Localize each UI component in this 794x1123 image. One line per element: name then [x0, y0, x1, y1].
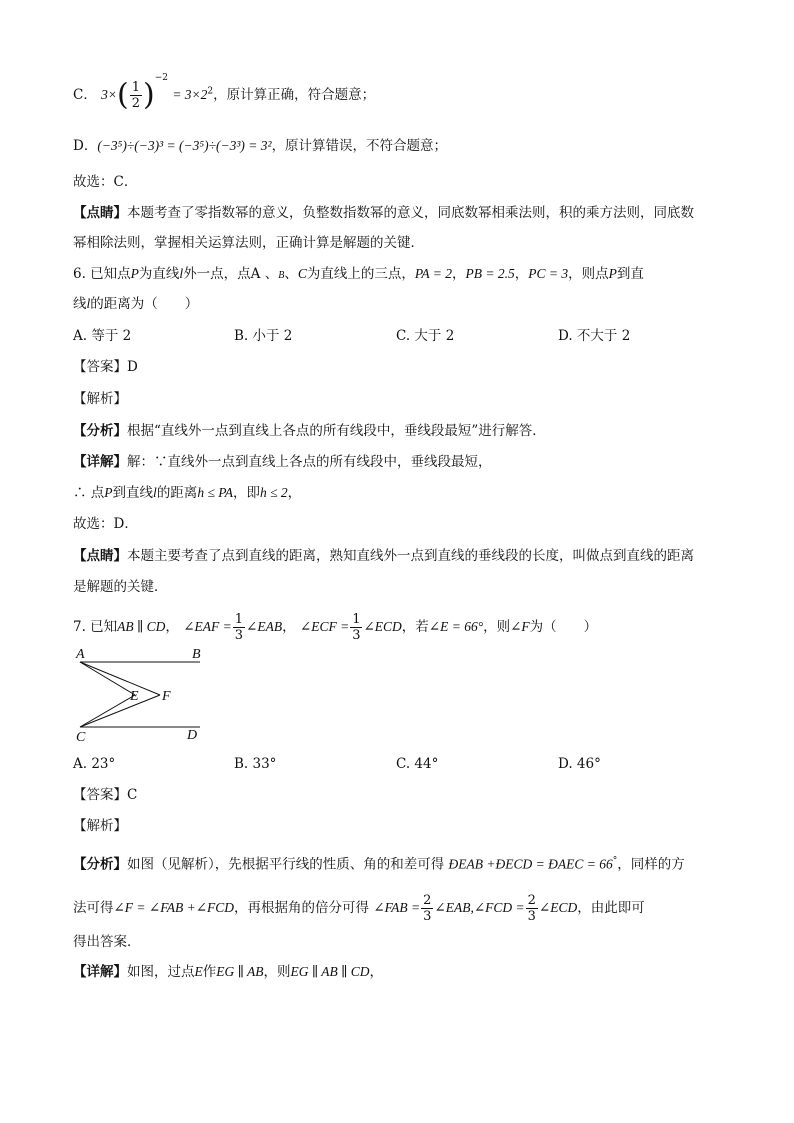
expr: ∠ECD — [363, 619, 402, 634]
q6-choose: 故选：D． — [73, 516, 138, 532]
q6-note-2: 是解题的关键． — [73, 579, 168, 595]
segment-ce — [80, 695, 135, 727]
text: 本题主要考查了点到直线的距离，熟知直线外一点到直线的垂线段的长度，叫做点到直线的距离 — [127, 548, 694, 564]
t: 的距离 — [156, 485, 198, 501]
denominator: 3 — [423, 909, 432, 924]
paren-open: ( — [117, 77, 129, 113]
t: ，则 — [263, 964, 291, 980]
t: ，则 — [483, 619, 511, 635]
tag: 【分析】 — [73, 856, 127, 873]
expr: PC = 3 — [528, 266, 569, 281]
fraction — [233, 612, 245, 643]
t: ，由此即可 — [577, 900, 645, 916]
t: 为（ ） — [529, 619, 598, 635]
t: 到直线 — [112, 485, 154, 501]
fraction — [350, 612, 362, 643]
note-text: 本题考查了零指数幂的意义，负整数指数幂的意义，同底数幂相乘法则，积的乘方法则，同底数 — [127, 205, 694, 221]
expr: ∠ECD — [538, 900, 578, 915]
q6-answer: 【答案】D — [73, 359, 138, 375]
var: E — [194, 964, 203, 979]
var: l — [86, 296, 91, 311]
q7-option-c: C. 44° — [396, 756, 439, 772]
expr: ∠EAB — [246, 619, 283, 634]
option-d-line — [73, 136, 447, 156]
q7-option-a: A. 23° — [73, 756, 116, 772]
t: ∴ 点 — [73, 485, 105, 501]
tag: 【详解】 — [73, 964, 127, 980]
q7-xiangjie — [73, 962, 383, 982]
var: C — [297, 266, 307, 281]
t: 如图（见解析），先根据平行线的性质、角的和差可得 — [127, 856, 445, 873]
note-line-2: 幂相除法则，掌握相关运算法则，正确计算是解题的关键． — [73, 235, 424, 251]
note-tag: 【点睛】 — [73, 205, 127, 221]
fraction — [421, 893, 433, 924]
var: P — [608, 266, 617, 281]
label-d: D — [187, 728, 198, 742]
degree: ° — [612, 856, 618, 866]
q6-option-a: A. 等于 2 — [73, 328, 132, 344]
expr-rhs: = 3×2 — [172, 87, 208, 102]
tag: 【点睛】 — [73, 548, 127, 564]
q7-option-b: B. 33° — [234, 756, 277, 772]
tag: 【详解】 — [73, 454, 127, 470]
tag: 【分析】 — [73, 423, 127, 439]
exponent: −2 — [154, 72, 169, 83]
t: 7. 已知 — [73, 619, 118, 635]
t: ， — [282, 619, 296, 635]
expr: EG ∥ AB — [216, 964, 264, 979]
segment-af — [80, 662, 160, 695]
q6-fenxi — [73, 421, 546, 441]
var: l — [179, 266, 184, 281]
text: 根据“直线外一点到直线上各点的所有线段中，垂线段最短”进行解答． — [127, 423, 546, 439]
var: l — [153, 485, 157, 500]
var: P — [104, 485, 113, 500]
expr: (−3⁵)÷(−3)³ = (−3⁵)÷(−3³) = 3² — [97, 138, 272, 153]
q7-fenxi-1 — [73, 851, 685, 875]
t: 到直 — [616, 266, 644, 282]
fraction — [130, 80, 142, 111]
q7-analysis-heading: 【解析】 — [73, 818, 127, 834]
q6-xiangjie — [73, 452, 492, 472]
q6-option-c: C. 大于 2 — [396, 328, 455, 344]
expr: ∠E = 66° — [428, 619, 484, 634]
t: 为直线 — [138, 266, 180, 282]
denominator: 3 — [527, 909, 536, 924]
numerator: 1 — [234, 612, 244, 627]
t: 法可得 — [73, 900, 114, 916]
expr: ∠ECF = — [299, 619, 350, 634]
expr: ∠EAF = — [183, 619, 232, 634]
denominator: 3 — [234, 628, 244, 643]
label: D． — [73, 138, 98, 154]
expr: h ≤ PA — [197, 485, 233, 500]
segment-cf — [80, 695, 160, 727]
label: C． — [73, 87, 97, 103]
t: ，则点 — [568, 266, 609, 282]
label-c: C — [76, 730, 86, 742]
q7-option-d: D. 46° — [558, 756, 601, 772]
t: ，即 — [232, 485, 260, 501]
var: P — [130, 266, 139, 281]
t: 的距离为（ ） — [90, 296, 199, 312]
numerator: 2 — [527, 893, 536, 908]
geometry-figure — [70, 642, 220, 742]
q6-option-b: B. 小于 2 — [234, 328, 293, 344]
t: ，再根据角的倍分可得 — [234, 900, 370, 916]
denominator: 3 — [352, 628, 361, 643]
option-c-line — [73, 72, 376, 113]
t: 为直线上的三点， — [306, 266, 415, 282]
denominator: 2 — [131, 96, 141, 111]
t: 线 — [73, 296, 87, 312]
label-b: B — [192, 647, 201, 662]
expr: AB ∥ CD — [117, 619, 166, 634]
expr: PA = 2 — [414, 266, 452, 281]
q6-note-1 — [73, 546, 694, 566]
numerator: 1 — [352, 612, 361, 627]
text: 解：∵直线外一点到直线上各点的所有线段中，垂线段最短， — [127, 454, 492, 470]
q7-fenxi-2 — [73, 893, 645, 924]
expr: ÐEAB +ÐECD = ÐAEC = 66 — [448, 856, 613, 872]
q6-analysis-heading: 【解析】 — [73, 391, 127, 407]
comment: ，原计算错误，不符合题意； — [271, 138, 448, 154]
q7-fenxi-3: 得出答案． — [73, 934, 141, 950]
var: B — [278, 270, 285, 281]
q6-line-1 — [73, 264, 644, 286]
expr: PB = 2.5 — [465, 266, 515, 281]
t: 6. 已知点 — [73, 266, 131, 282]
t: ， — [514, 266, 529, 282]
q7-answer: 【答案】C — [73, 787, 138, 803]
expr-base: 3× — [101, 87, 118, 102]
expr: h ≤ 2 — [259, 485, 288, 500]
label-f: F — [162, 689, 171, 704]
expr: ∠F = ∠FAB +∠FCD — [113, 900, 235, 915]
t: ，若 — [401, 619, 429, 635]
note-line-1 — [73, 203, 694, 223]
t: ， — [165, 619, 179, 635]
label-a: A — [76, 647, 85, 662]
numerator: 2 — [423, 893, 432, 908]
q6-option-d: D. 不大于 2 — [558, 328, 631, 344]
t: ， — [451, 266, 466, 282]
t: ， — [287, 485, 302, 501]
t: 作 — [202, 964, 217, 980]
t: ，同样的方 — [617, 856, 685, 873]
fraction — [526, 893, 538, 924]
label-e: E — [130, 689, 139, 704]
expr: ∠EAB,∠FCD = — [434, 900, 525, 915]
t: ， — [369, 964, 383, 980]
q7-stem — [73, 612, 597, 643]
q6-line-2 — [73, 294, 198, 314]
expr: ∠FAB = — [373, 900, 421, 915]
segment-ae — [80, 662, 135, 695]
t: 外一点，点A 、 — [183, 266, 279, 282]
t: 如图，过点 — [127, 964, 195, 980]
q6-therefore — [73, 483, 301, 503]
numerator: 1 — [131, 80, 141, 95]
comment: ，原计算正确，符合题意； — [213, 87, 376, 103]
paren-close: ) — [143, 77, 155, 113]
t: 、 — [284, 266, 298, 282]
expr: EG ∥ AB ∥ CD — [290, 964, 370, 979]
expr: ∠F — [510, 619, 530, 634]
rhs-exponent: 2 — [207, 86, 214, 97]
choose-line: 故选：C． — [73, 174, 138, 190]
